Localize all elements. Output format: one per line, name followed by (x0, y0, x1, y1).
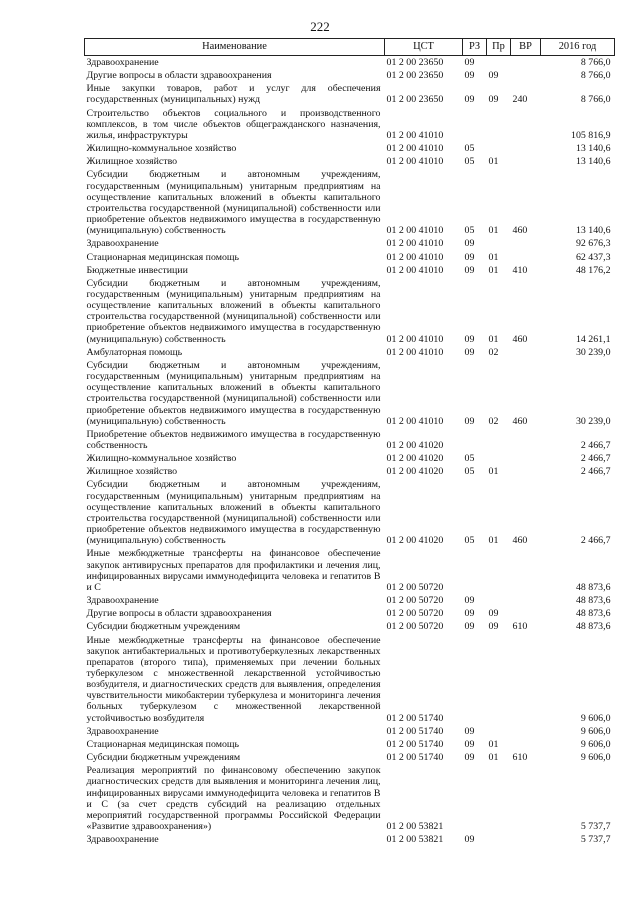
cell-cst: 01 2 00 51740 (386, 712, 444, 724)
cell-name: Здравоохранение (86, 238, 159, 250)
cell-amount: 13 140,6 (575, 225, 611, 237)
cell-name: Иные закупки товаров, работ и услуг для обеспечения государственных (муниципальных) нужд (86, 83, 381, 106)
cell-pr (487, 725, 511, 738)
cell-pr: 02 (488, 346, 499, 358)
cell-cst: 01 2 00 41010 (386, 346, 444, 358)
cell-rz: 09 (464, 251, 475, 263)
cell-rz: 09 (464, 595, 475, 607)
cell-rz: 09 (464, 238, 475, 250)
cell-rz: 09 (464, 415, 475, 427)
cell-cst: 01 2 00 53821 (386, 821, 444, 832)
cell-pr (487, 142, 511, 155)
table-row (85, 69, 615, 82)
cell-vr (511, 594, 541, 607)
cell-amount: 9 606,0 (580, 712, 611, 724)
cell-name: Жилищное хозяйство (86, 156, 178, 168)
cell-rz: 05 (464, 156, 475, 168)
cell-name: Жилищное хозяйство (86, 466, 178, 478)
cell-pr (487, 237, 511, 250)
cell-cst: 01 2 00 23650 (386, 94, 444, 106)
cell-name: Реализация мероприятий по финансовому обеспечению закупок диагностических средств для выявления и мониторинга лечения лиц, инфицированных вирусами иммунодефицита человека и гепатитов В и С (за счет средств субсидий на реализацию отдельных мероприятий государственной программы Российской Федерации «Развитие здравоохранения») (86, 765, 381, 832)
table-row (85, 56, 615, 70)
cell-pr (487, 594, 511, 607)
cell-pr: 02 (488, 415, 499, 427)
cell-name: Субсидии бюджетным и автономным учреждениям, государственным (муниципальным) унитарным предприятиям на осуществление капитальных вложений в объекты капитального строительства государственной (муниципальной) собственности или приобретение объектов недвижимого имущества в государственную (муниципальную) собственность (86, 479, 381, 547)
cell-cst: 01 2 00 41020 (386, 535, 444, 547)
cell-cst: 01 2 00 41010 (386, 238, 444, 250)
cell-name: Жилищно-коммунальное хозяйство (86, 453, 237, 465)
cell-vr (511, 465, 541, 478)
cell-rz: 05 (464, 143, 475, 155)
cell-vr (511, 142, 541, 155)
cell-cst: 01 2 00 41020 (386, 466, 444, 478)
cell-vr (511, 107, 541, 142)
cell-pr: 01 (488, 535, 499, 547)
cell-name: Субсидии бюджетным учреждениям (86, 752, 241, 764)
cell-vr: 460 (512, 225, 528, 237)
table-row (85, 465, 615, 478)
cell-amount: 2 466,7 (580, 535, 611, 547)
cell-amount: 30 239,0 (575, 415, 611, 427)
table-row (85, 833, 615, 846)
cell-amount: 13 140,6 (575, 156, 611, 168)
cell-amount: 62 437,3 (575, 251, 611, 263)
cell-vr (511, 237, 541, 250)
cell-vr: 610 (512, 752, 528, 764)
cell-vr (511, 634, 541, 725)
cell-amount: 48 873,6 (575, 621, 611, 633)
cell-vr (511, 251, 541, 264)
cell-amount: 48 873,6 (575, 595, 611, 607)
table-row (85, 107, 615, 142)
cell-vr (511, 346, 541, 359)
cell-name: Строительство объектов социального и производственного комплексов, в том числе объектов общегражданского назначения, жилья, инфраструктуры (86, 107, 381, 141)
cell-amount: 8 766,0 (580, 57, 611, 68)
cell-name: Здравоохранение (86, 725, 159, 737)
cell-name: Стационарная медицинская помощь (86, 251, 239, 263)
cell-vr (511, 547, 541, 594)
cell-name: Иные межбюджетные трансферты на финансовое обеспечение закупок антивирусных препаратов для профилактики и лечения лиц, инфицированных вирусами иммунодефицита человека и гепатитов В и С (86, 548, 381, 593)
cell-amount: 9 606,0 (580, 725, 611, 737)
cell-pr (487, 107, 511, 142)
table-row (85, 547, 615, 594)
cell-amount: 8 766,0 (580, 70, 611, 82)
cell-pr: 01 (488, 738, 499, 750)
cell-name: Жилищно-коммунальное хозяйство (86, 143, 237, 155)
cell-amount: 30 239,0 (575, 346, 611, 358)
column-header-cst: ЦСТ (385, 39, 463, 56)
cell-pr: 01 (488, 264, 499, 276)
cell-pr (487, 452, 511, 465)
cell-rz: 09 (464, 608, 475, 620)
cell-amount: 9 606,0 (580, 738, 611, 750)
cell-pr: 01 (488, 225, 499, 237)
cell-rz: 09 (464, 738, 475, 750)
cell-amount: 2 466,7 (580, 453, 611, 465)
cell-rz: 05 (464, 225, 475, 237)
cell-name: Другие вопросы в области здравоохранения (86, 608, 272, 620)
cell-rz: 09 (464, 70, 475, 82)
table-row (85, 237, 615, 250)
cell-amount: 14 261,1 (575, 333, 611, 345)
column-header-year: 2016 год (541, 39, 615, 56)
cell-cst: 01 2 00 23650 (386, 57, 444, 68)
table-row (85, 346, 615, 359)
cell-rz (463, 428, 487, 452)
cell-vr (511, 56, 541, 70)
cell-amount: 48 176,2 (575, 264, 611, 276)
table-row (85, 620, 615, 633)
cell-rz: 09 (464, 621, 475, 633)
cell-cst: 01 2 00 51740 (386, 725, 444, 737)
table-row (85, 155, 615, 168)
cell-vr (511, 764, 541, 833)
cell-cst: 01 2 00 51740 (386, 752, 444, 764)
table-row (85, 607, 615, 620)
cell-pr: 09 (488, 70, 499, 82)
cell-cst: 01 2 00 41010 (386, 143, 444, 155)
cell-pr (487, 764, 511, 833)
table-row (85, 168, 615, 237)
cell-rz (463, 547, 487, 594)
cell-rz: 09 (464, 725, 475, 737)
cell-rz (463, 764, 487, 833)
cell-cst: 01 2 00 41010 (386, 129, 444, 141)
cell-pr: 01 (488, 466, 499, 478)
table-row (85, 142, 615, 155)
budget-table (84, 38, 615, 846)
cell-amount: 92 676,3 (575, 238, 611, 250)
cell-amount: 2 466,7 (580, 440, 611, 451)
table-row (85, 82, 615, 106)
cell-name: Субсидии бюджетным и автономным учреждениям, государственным (муниципальным) унитарным предприятиям на осуществление капитальных вложений в объекты капитального строительства государственной (муниципальной) собственности или приобретение объектов недвижимого имущества в государственную (муниципальную) собственность (86, 359, 381, 427)
cell-cst: 01 2 00 23650 (386, 70, 444, 82)
cell-cst: 01 2 00 41010 (386, 333, 444, 345)
cell-rz: 09 (464, 346, 475, 358)
cell-rz: 09 (464, 94, 475, 106)
cell-cst: 01 2 00 41010 (386, 156, 444, 168)
table-row (85, 277, 615, 346)
table-row (85, 725, 615, 738)
cell-rz (463, 107, 487, 142)
cell-rz: 09 (464, 333, 475, 345)
table-row (85, 764, 615, 833)
cell-pr (487, 634, 511, 725)
cell-vr (511, 833, 541, 846)
cell-vr (511, 738, 541, 751)
table-row (85, 251, 615, 264)
cell-name: Иные межбюджетные трансферты на финансовое обеспечение закупок антибактериальных и противотуберкулезных лекарственных препаратов (второго типа), применяемых при лечении больных туберкулезом с множественной лекарственной устойчивостью возбудителя, и диагностических средств для выявления, определения чувствительности микобактерии туберкулеза и мониторинга лечения больных туберкулезом с множественной лекарственной устойчивостью возбудителя (86, 634, 381, 724)
table-row (85, 751, 615, 764)
cell-cst: 01 2 00 50720 (386, 595, 444, 607)
cell-vr: 610 (512, 621, 528, 633)
page-number: 222 (310, 19, 330, 34)
cell-cst: 01 2 00 41010 (386, 264, 444, 276)
column-header-vr: ВР (511, 39, 541, 56)
cell-amount: 48 873,6 (575, 581, 611, 593)
cell-pr (487, 56, 511, 70)
cell-pr (487, 428, 511, 452)
cell-pr: 09 (488, 94, 499, 106)
cell-pr: 01 (488, 156, 499, 168)
cell-cst: 01 2 00 51740 (386, 738, 444, 750)
cell-pr: 01 (488, 752, 499, 764)
cell-pr: 01 (488, 251, 499, 263)
cell-cst: 01 2 00 41020 (386, 453, 444, 465)
cell-name: Стационарная медицинская помощь (86, 738, 239, 750)
cell-amount: 48 873,6 (575, 608, 611, 620)
cell-rz: 09 (464, 752, 475, 764)
cell-cst: 01 2 00 53821 (386, 834, 444, 846)
column-header-name: Наименование (85, 39, 385, 56)
cell-rz (463, 634, 487, 725)
cell-name: Здравоохранение (86, 595, 159, 607)
table-row (85, 264, 615, 277)
cell-name: Субсидии бюджетным и автономным учреждениям, государственным (муниципальным) унитарным предприятиям на осуществление капитальных вложений в объекты капитального строительства государственной (муниципальной) собственности или приобретение объектов недвижимого имущества в государственную (муниципальную) собственность (86, 169, 381, 237)
cell-amount: 5 737,7 (580, 821, 611, 832)
cell-pr: 09 (488, 621, 499, 633)
cell-vr (511, 428, 541, 452)
table-row (85, 634, 615, 725)
table-row (85, 452, 615, 465)
cell-name: Субсидии бюджетным учреждениям (86, 621, 241, 633)
cell-name: Бюджетные инвестиции (86, 264, 188, 276)
cell-vr: 460 (512, 535, 528, 547)
cell-amount: 8 766,0 (580, 94, 611, 106)
cell-rz: 05 (464, 466, 475, 478)
cell-vr: 240 (512, 94, 528, 106)
table-row (85, 478, 615, 547)
cell-name: Субсидии бюджетным и автономным учреждениям, государственным (муниципальным) унитарным предприятиям на осуществление капитальных вложений в объекты капитального строительства государственной (муниципальной) собственности или приобретение объектов недвижимого имущества в государственную (муниципальную) собственность (86, 277, 381, 345)
column-header-pr: Пр (487, 39, 511, 56)
cell-cst: 01 2 00 41010 (386, 225, 444, 237)
cell-cst: 01 2 00 41010 (386, 251, 444, 263)
cell-pr: 09 (488, 608, 499, 620)
cell-vr (511, 155, 541, 168)
cell-vr: 460 (512, 415, 528, 427)
cell-rz: 05 (464, 535, 475, 547)
cell-vr (511, 452, 541, 465)
cell-vr: 460 (512, 333, 528, 345)
cell-vr (511, 607, 541, 620)
cell-amount: 105 816,9 (571, 129, 611, 141)
cell-cst: 01 2 00 41010 (386, 415, 444, 427)
table-row (85, 428, 615, 452)
table-body (85, 56, 615, 847)
cell-vr: 410 (512, 264, 528, 276)
table-header-row (85, 39, 615, 56)
table-row (85, 594, 615, 607)
cell-pr: 01 (488, 333, 499, 345)
cell-name: Другие вопросы в области здравоохранения (86, 70, 272, 82)
cell-name: Здравоохранение (86, 57, 159, 68)
cell-cst: 01 2 00 50720 (386, 581, 444, 593)
cell-pr (487, 833, 511, 846)
table-row (85, 359, 615, 428)
cell-amount: 13 140,6 (575, 143, 611, 155)
cell-cst: 01 2 00 41020 (386, 440, 444, 451)
cell-pr (487, 547, 511, 594)
cell-cst: 01 2 00 50720 (386, 621, 444, 633)
cell-cst: 01 2 00 50720 (386, 608, 444, 620)
cell-amount: 9 606,0 (580, 752, 611, 764)
cell-rz: 09 (464, 834, 475, 846)
table-row (85, 738, 615, 751)
cell-rz: 05 (464, 453, 475, 465)
cell-amount: 5 737,7 (580, 834, 611, 846)
cell-name: Здравоохранение (86, 834, 159, 846)
cell-name: Приобретение объектов недвижимого имущества в государственную собственность (86, 428, 381, 451)
cell-rz: 09 (464, 57, 475, 68)
cell-vr (511, 725, 541, 738)
cell-rz: 09 (464, 264, 475, 276)
cell-name: Амбулаторная помощь (86, 346, 183, 358)
cell-amount: 2 466,7 (580, 466, 611, 478)
column-header-rz: РЗ (463, 39, 487, 56)
cell-vr (511, 69, 541, 82)
